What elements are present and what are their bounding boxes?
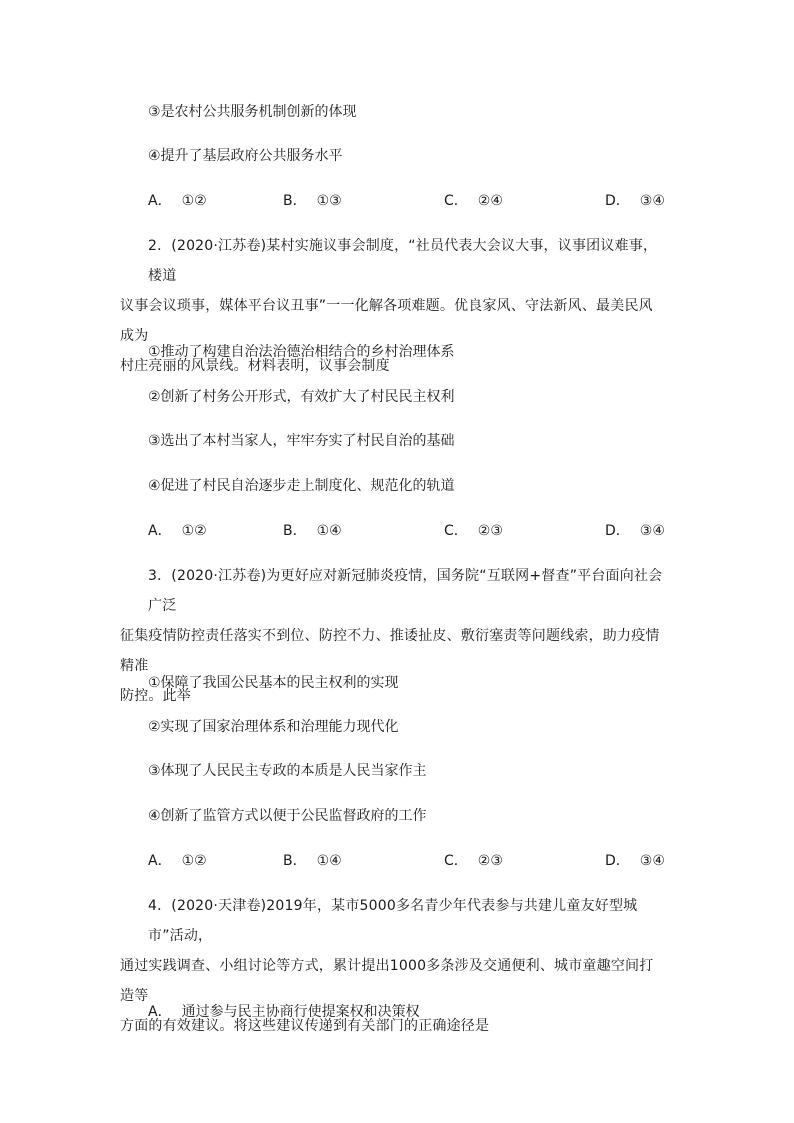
q2-stem-line-2: 议事会议琐事，媒体平台议丑事”一一化解各项难题。优良家风、守法新风、最美民风成为 bbox=[120, 298, 653, 344]
q2-option-c[interactable]: C． ②③ bbox=[444, 523, 503, 539]
q2-option-d[interactable]: D． ③④ bbox=[605, 523, 665, 539]
q2-stem-line-1: 2．(2020·江苏卷)某村实施议事会制度，“社员代表大会议大事，议事团议难事，楼道 bbox=[148, 238, 658, 284]
q3-stem-line-1: 3．(2020·江苏卷)为更好应对新冠肺炎疫情，国务院“互联网+督查”平台面向社会广泛 bbox=[148, 568, 663, 614]
q2-item-4: ④促进了村民自治逐步走上制度化、规范化的轨道 bbox=[148, 478, 455, 494]
q3-option-a[interactable]: A． ①② bbox=[148, 853, 207, 869]
q1-option-b[interactable]: B． ①③ bbox=[283, 193, 342, 209]
q3-item-4: ④创新了监管方式以便于公民监督政府的工作 bbox=[148, 808, 427, 824]
q2-option-b[interactable]: B． ①④ bbox=[283, 523, 342, 539]
q2-item-3: ③选出了本村当家人，牢牢夯实了村民自治的基础 bbox=[148, 433, 455, 449]
q4-stem-line-1: 4．(2020·天津卷)2019年，某市5000多名青少年代表参与共建儿童友好型城市”活动， bbox=[148, 898, 638, 944]
q3-item-3: ③体现了人民民主专政的本质是人民当家作主 bbox=[148, 763, 427, 779]
q3-options bbox=[148, 851, 678, 871]
q1-option-a[interactable]: A． ①② bbox=[148, 193, 207, 209]
q2-item-1: ①推动了构建自治法治德治相结合的乡村治理体系 bbox=[148, 344, 455, 360]
q2-options bbox=[148, 521, 678, 541]
q2-stem-line-3: 村庄亮丽的风景线。材料表明，议事会制度 bbox=[120, 358, 390, 374]
q3-option-d[interactable]: D． ③④ bbox=[605, 853, 665, 869]
q3-option-b[interactable]: B． ①④ bbox=[283, 853, 342, 869]
q3-item-1: ①保障了我国公民基本的民主权利的实现 bbox=[148, 675, 399, 691]
q3-stem-line-2: 征集疫情防控责任落实不到位、防控不力、推诿扯皮、敷衍塞责等问题线索，助力疫情精准 bbox=[120, 628, 660, 674]
q3-option-c[interactable]: C． ②③ bbox=[444, 853, 503, 869]
q4-stem-line-2: 通过实践调查、小组讨论等方式，累计提出1000多条涉及交通便利、城市童趣空间打造等 bbox=[120, 958, 654, 1004]
q3-stem-line-3: 防控。此举 bbox=[120, 688, 191, 704]
q2-option-a[interactable]: A． ①② bbox=[148, 523, 207, 539]
q1-item-3: ③是农村公共服务机制创新的体现 bbox=[148, 104, 357, 120]
q4-option-a[interactable]: A． 通过参与民主协商行使提案权和决策权 bbox=[148, 1004, 420, 1020]
q1-item-4: ④提升了基层政府公共服务水平 bbox=[148, 148, 343, 164]
q1-option-c[interactable]: C． ②④ bbox=[444, 193, 503, 209]
q2-item-2: ②创新了村务公开形式，有效扩大了村民民主权利 bbox=[148, 389, 455, 405]
q4-stem-line-3: 方面的有效建议。将这些建议传递到有关部门的正确途径是 bbox=[120, 1018, 490, 1034]
q1-option-d[interactable]: D． ③④ bbox=[605, 193, 665, 209]
q3-item-2: ②实现了国家治理体系和治理能力现代化 bbox=[148, 719, 399, 735]
q1-options bbox=[148, 191, 678, 211]
